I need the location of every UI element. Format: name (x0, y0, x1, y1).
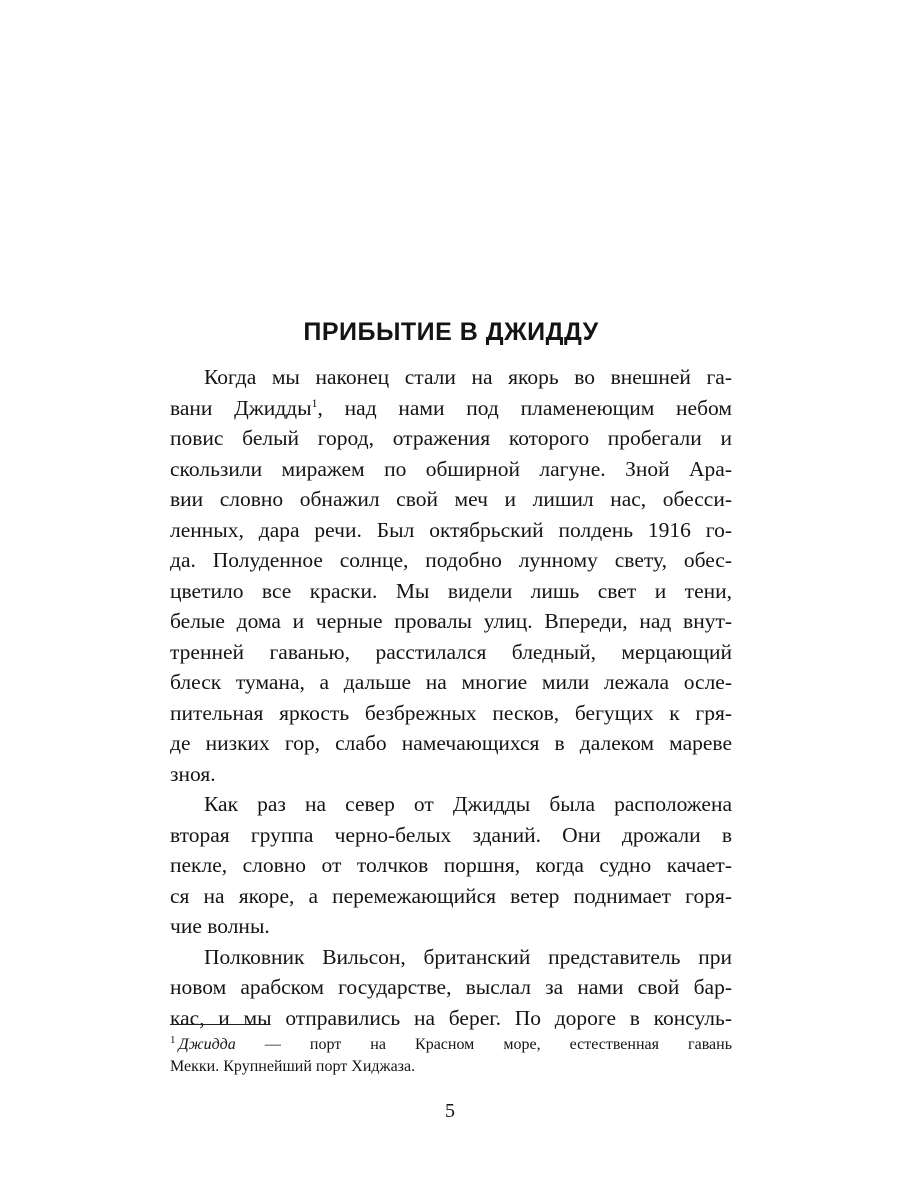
text-line: чие волны. (170, 914, 270, 938)
text-line: Как раз на север от Джидды была расположена (204, 792, 732, 816)
text-line: да. Полуденное солнце, подобно лунному свету, обес- (170, 548, 732, 572)
text-line: Когда мы наконец стали на якорь во внешней га- (204, 365, 732, 389)
text-line: пительная яркость безбрежных песков, бегущих к гря- (170, 700, 732, 725)
text-line: вани Джидды$^1$, над нами под пламенеющим небом (170, 395, 732, 420)
footnote-line: Мекки. Крупнейший порт Хиджаза. (170, 1058, 416, 1075)
text-line: новом арабском государстве, выслал за нами свой бар- (170, 975, 732, 999)
text-line: кас, и мы отправились на берег. По дороге в консуль- (170, 1005, 732, 1030)
footnote-number: 1 (170, 1033, 176, 1046)
text-line: скользили миражем по обширной лагуне. Зной Ара- (170, 456, 732, 481)
paragraph-3 (170, 942, 732, 1034)
text-line: ленных, дара речи. Был октябрьский полдень 1916 го- (170, 517, 732, 542)
text-line: вии словно обнажил свой меч и лишил нас, обесси- (170, 487, 732, 511)
paragraph-2 (170, 789, 732, 942)
text-line: цветило все краски. Мы видели лишь свет и тени, (170, 578, 732, 603)
text-line: тренней гаванью, расстилался бледный, мерцающий (170, 639, 732, 664)
text-line: де низких гор, слабо намечающихся в далеком мареве (170, 731, 732, 755)
text-line: зноя. (170, 761, 216, 786)
page-number: 5 (445, 1100, 455, 1122)
footnote-divider (170, 1024, 268, 1025)
text-line: блеск тумана, а дальше на многие мили лежала осле- (170, 670, 732, 694)
text-line: повис белый город, отражения которого пробегали и (170, 426, 732, 450)
body-text (170, 362, 732, 1033)
footnote-term: Джидда (178, 1036, 236, 1053)
paragraph-1 (170, 362, 732, 789)
text-line: пекле, словно от толчков поршня, когда судно качает- (170, 853, 732, 877)
text-line: Полковник Вильсон, британский представитель при (204, 944, 732, 969)
footnote (170, 1034, 732, 1078)
chapter-title: ПРИБЫТИЕ В ДЖИДДУ (303, 318, 599, 346)
footnote-line: $^1$ Джидда — порт на Красном море, естественная гавань (170, 1033, 732, 1053)
text-line: ся на якоре, а перемежающийся ветер поднимает горя- (170, 883, 732, 908)
text-line: вторая группа черно-белых зданий. Они дрожали в (170, 822, 732, 847)
text-line: белые дома и черные провалы улиц. Впереди, над внут- (170, 609, 732, 633)
footnote-reference[interactable]: 1 (311, 395, 318, 410)
